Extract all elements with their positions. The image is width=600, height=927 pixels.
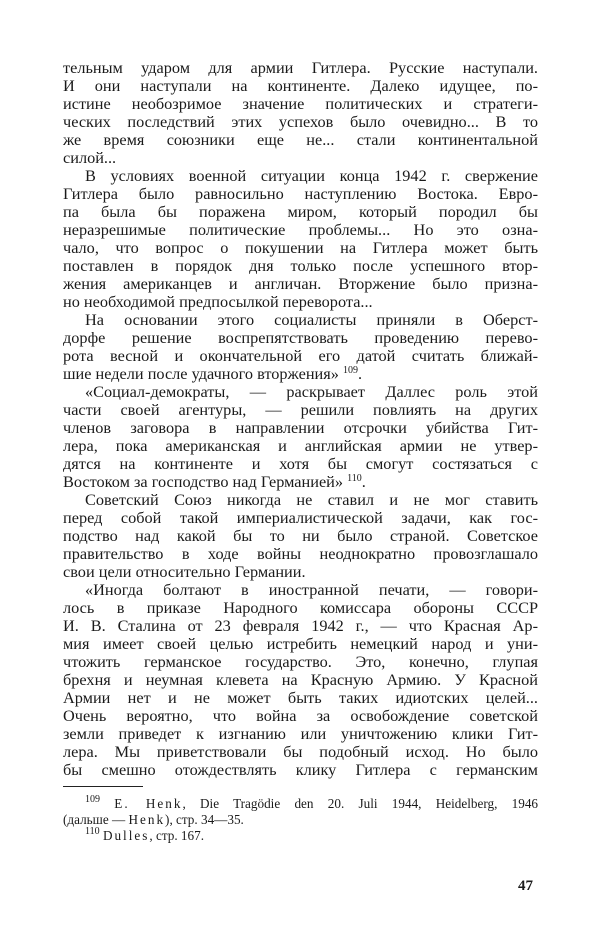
text-line [63,347,538,365]
text-line [63,203,538,221]
footnote-text: , Die Tragödie den 20. Juli 1944, Heidelberg, 1946 [182,796,539,811]
text-line [63,437,538,455]
line-text: И. В. Сталина от 23 февраля 1942 г., — что Красная Ар- [63,616,538,635]
text-line [63,725,538,743]
footnote-ref: 109 [342,365,358,376]
text-line [63,563,538,581]
line-text: части своей агентуры, — решили повлиять на других [63,400,538,419]
text-line [63,149,538,167]
line-text: но необходимой предпосылкой переворота... [63,292,373,311]
line-text: брехня и неумная клевета на Красную Армию. У Красной [63,670,538,689]
text-line [63,743,538,761]
line-text: земли приведет к изгнанию или уничтожению клики Гит- [63,724,538,743]
text-line [63,185,538,203]
footnote-text: ), стр. 34—35. [165,812,244,827]
line-text: ческих последствий этих успехов было очевидно... В то [63,112,538,131]
text-line [63,77,538,95]
text-line [63,419,538,437]
text-line [63,329,538,347]
line-text: истине необозримое значение политических и стратеги- [63,94,538,113]
line-text: чтожить германское государство. Это, конечно, глупая [63,652,538,671]
text-line [63,635,538,653]
text-line [63,401,538,419]
text-line [63,257,538,275]
text-line [63,293,538,311]
text-line [63,545,538,563]
line-text: В условиях военной ситуации конца 1942 г. свержение [85,166,538,185]
text-line [63,617,538,635]
line-text: членов заговора в направлении отсрочки убийства Гит- [63,418,538,437]
footnotes [63,796,538,844]
text-line: шие недели после удачного вторжения» $^{109}$. [63,364,363,383]
footnote-author: Dulles [102,828,150,843]
line-text: лось в приказе Народного комиссара обороны СССР [63,598,538,617]
line-text: подство над какой бы то ни было страной. Советское [63,526,538,545]
line-text: бы смешно отождествлять клику Гитлера с германским [63,760,538,779]
line-text: чало, что вопрос о покушении на Гитлера может быть [63,238,538,257]
line-text: тельным ударом для армии Гитлера. Русские наступали. [63,58,538,77]
line-text: правительство в ходе войны неоднократно провозглашало [63,544,538,563]
footnote-author: E. Henk [114,796,183,811]
line-text: жения американцев и англичан. Вторжение было призна- [63,274,538,293]
line-text: И они наступали на континенте. Далеко идущее, по- [63,76,538,95]
text-line [63,95,538,113]
text-line [63,113,538,131]
line-text: Армии нет и не может быть таких идиотских целей... [63,688,538,707]
footnote-109-cont [63,812,538,828]
line-text: шие недели после удачного вторжения» [63,364,339,383]
text-line [63,581,538,599]
line-text: перед собой такой империалистической задачи, как гос- [63,508,538,527]
text-line [63,455,538,473]
footnote-author: Henk [128,812,166,827]
body-text [63,59,538,779]
text-line [63,491,538,509]
line-text: Востоком за господство над Германией» [63,472,344,491]
line-text: Гитлера было равносильно наступлению Востока. Евро- [63,184,538,203]
page-number: 47 [518,878,533,894]
text-line [63,167,538,185]
text-line [63,131,538,149]
line-text: силой... [63,148,117,167]
text-line [63,689,538,707]
text-line [63,527,538,545]
line-text: Очень вероятно, что война за освобождение советской [63,706,538,725]
line-text: па была бы поражена миром, который породил бы [63,202,538,221]
footnote-ref: 110 [347,473,362,484]
text-line [63,653,538,671]
line-text: мия имеет своей целью истребить немецкий народ и уни- [63,634,538,653]
text-line [63,509,538,527]
footnote-number: 109 [85,794,100,805]
line-text: «Социал-демократы, — раскрывает Даллес роль этой [85,382,538,401]
footnote-text: , стр. 167. [149,828,205,843]
line-text: свои цели относительно Германии. [63,562,306,581]
footnote-number: 110 [85,826,100,837]
text-line: Востоком за господство над Германией» $^{110}$. [63,472,366,491]
line-text: дятся на континенте и хотя бы смогут состязаться с [63,454,538,473]
footnote-separator [63,786,143,787]
text-line [63,311,538,329]
line-text: лера. Мы приветствовали бы подобный исход. Но было [63,742,538,761]
text-line [63,383,538,401]
text-line [63,599,538,617]
line-text: же время союзники еще не... стали континентальной [63,130,538,149]
text-line [63,707,538,725]
text-line [63,671,538,689]
line-text: Советский Союз никогда не ставил и не мог ставить [85,490,538,509]
footnote-110 [63,828,538,844]
text-line [63,221,538,239]
line-text: лера, пока американская и английская армии не утвер- [63,436,538,455]
text-line [63,761,538,779]
footnote-text: (дальше — [63,812,129,827]
line-text: рота весной и окончательной его датой считать ближай- [63,346,538,365]
text-line [63,59,538,77]
line-text: «Иногда болтают в иностранной печати, — говори- [85,580,538,599]
line-text: поставлен в порядок дня только после успешного втор- [63,256,538,275]
line-text: На основании этого социалисты приняли в Оберст- [85,310,538,329]
text-line [63,239,538,257]
line-text: неразрешимые политические проблемы... Но это озна- [63,220,538,239]
text-line [63,275,538,293]
line-text: дорфе решение воспрепятствовать проведению перево- [63,328,538,347]
footnote-109 [63,796,538,812]
